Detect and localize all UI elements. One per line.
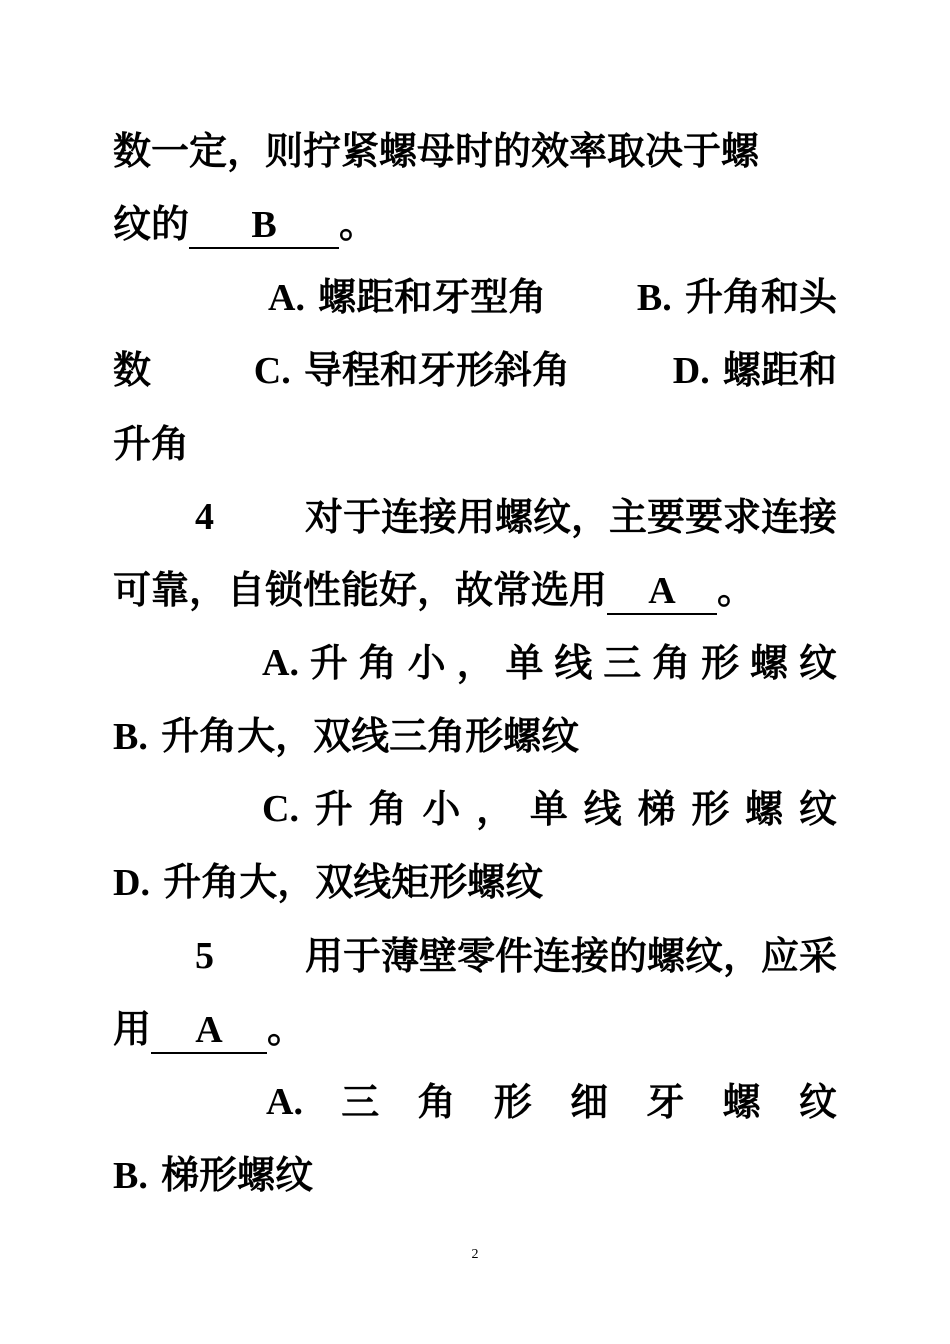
q4-option-d-label: D. [113,862,150,904]
q4-line-2-prefix: 可靠，自锁性能好，故常选用 [113,567,608,612]
q4-option-d-text: 升角大，双线矩形螺纹 [163,859,544,904]
page-number: 2 [471,1247,479,1262]
q4-answer-blank: A [607,569,717,615]
q4-line-1-text: 对于连接用螺纹，主要要求连接 [304,494,837,539]
q4-option-c: C. 升 角 小 ， 单 线 梯 形 螺 纹 [262,784,837,834]
q5-line-2-suffix: 。 [267,1006,306,1051]
q3-line-1-text: 数一定，则拧紧螺母时的效率取决于螺 [113,128,760,173]
q4-option-a-label: A. [262,642,299,684]
q5-line-2-prefix: 用 [113,1006,152,1051]
q4-number: 4 [195,496,214,538]
q3-options-row-1 [268,272,837,322]
q5-option-a-label: A. [266,1081,303,1123]
q3-option-b-cont: 数 [113,347,152,392]
q5-option-b-label: B. [113,1155,148,1197]
q3-options-row-3 [113,419,837,469]
q4-line-2-suffix: 。 [717,567,756,612]
q4-option-b [113,711,837,761]
q3-line-2-prefix: 纹的 [113,201,190,246]
q5-line-1-text: 用于薄壁零件连接的螺纹，应采 [304,933,837,978]
q3-option-c: C. 导程和牙形斜角 [253,347,570,392]
q3-line-2 [113,199,837,249]
q3-line-2-suffix: 。 [339,201,378,246]
q5-answer-blank: A [151,1008,267,1054]
q3-answer-blank: B [189,203,339,249]
q4-option-b-label: B. [113,716,148,758]
q5-option-a: A. 三 角 形 细 牙 螺 纹 [266,1077,837,1127]
q3-option-b: B. 升角和头 [636,274,837,319]
q4-option-d [113,857,837,907]
q3-option-d-cont: 升角 [113,421,190,466]
q3-options-row-2 [113,345,837,395]
q5-number: 5 [195,935,214,977]
q4-option-b-text: 升角大，双线三角形螺纹 [161,713,580,758]
q3-option-a: A. 螺距和牙型角 [268,274,547,319]
q3-option-d: D. 螺距和 [672,347,837,392]
q5-option-b [113,1150,837,1200]
q4-line-2 [113,565,837,615]
q4-line-1 [195,492,837,542]
q5-line-2 [113,1004,837,1054]
q4-option-c-label: C. [262,788,299,830]
q5-line-1 [195,931,837,981]
q5-option-b-text: 梯形螺纹 [161,1152,314,1197]
q4-option-a: A. 升 角 小 ， 单 线 三 角 形 螺 纹 [262,638,837,688]
q3-line-1 [113,126,837,176]
